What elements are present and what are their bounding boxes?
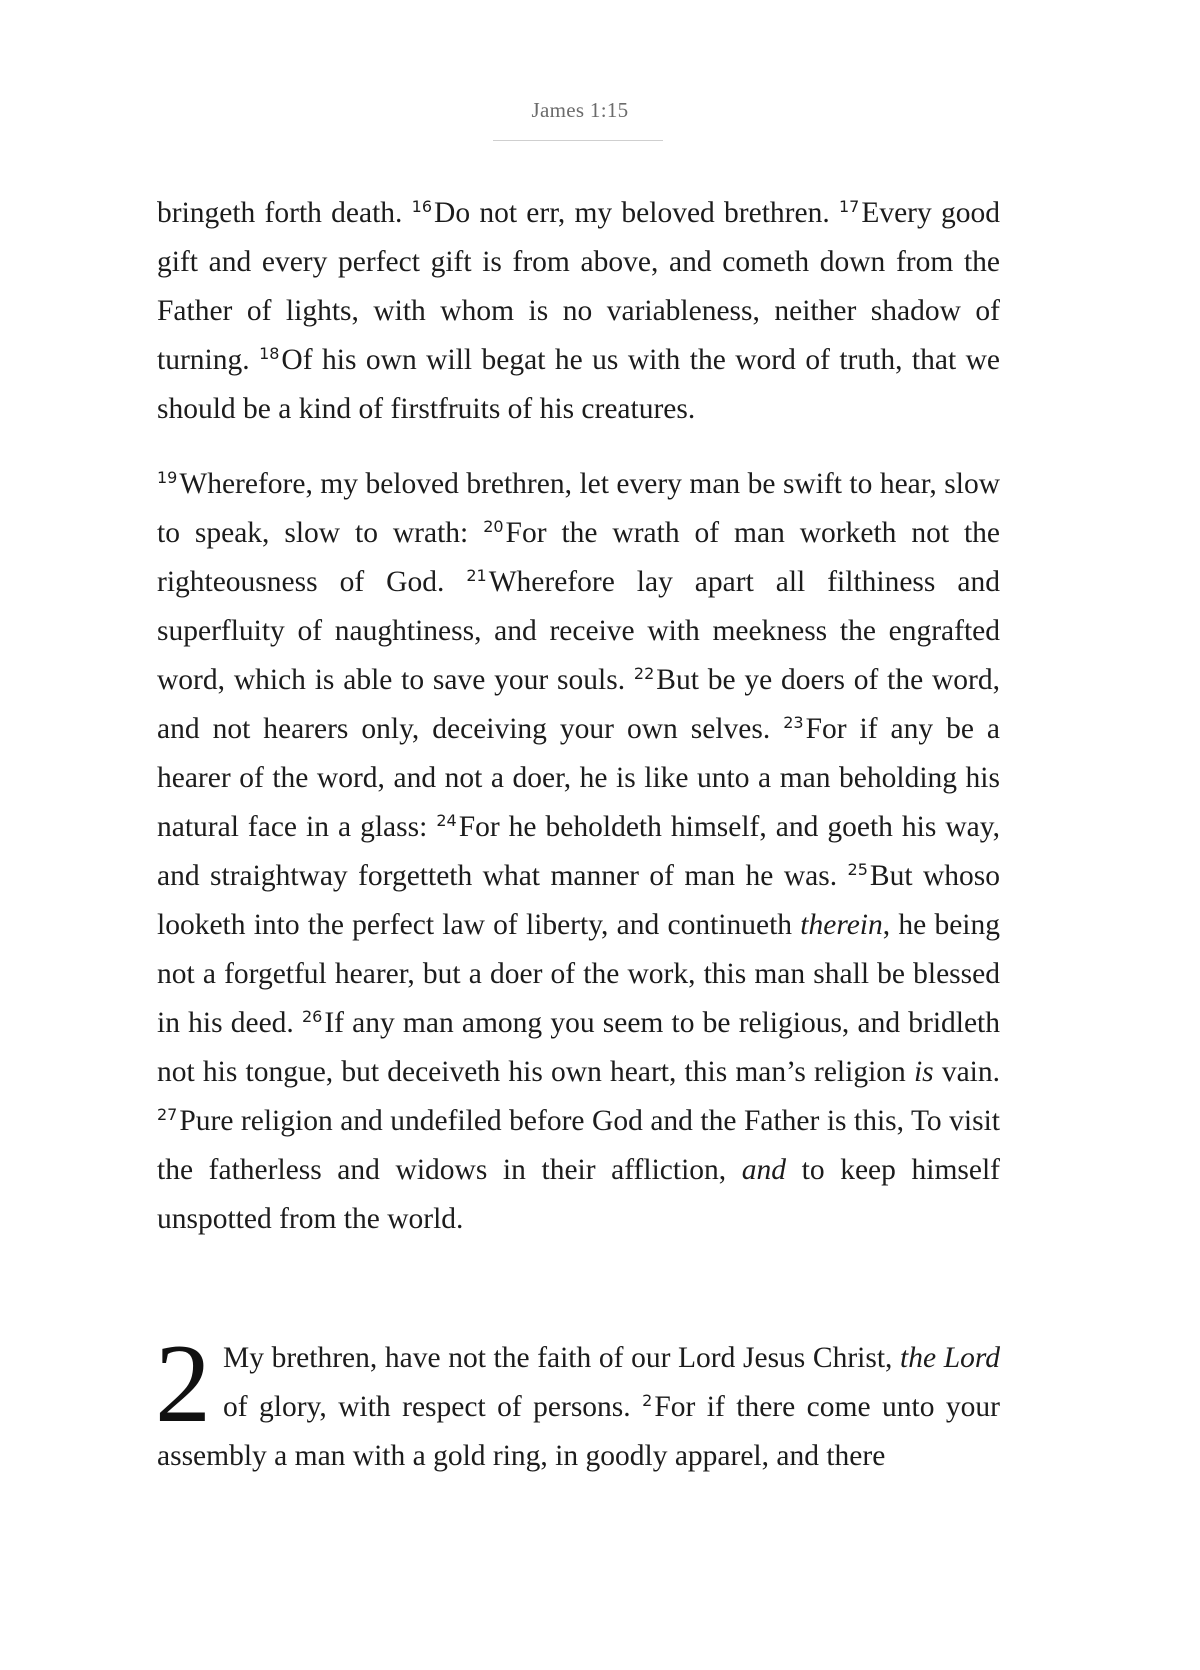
verse-text: But be ye doers of the word, and not hearers only, deceiving your own selves.	[157, 664, 1001, 745]
verse-text: Pure religion and undefiled before God and the Father is this, To visit the fatherless and widows in their affliction,	[157, 1105, 1000, 1186]
verse-number: 27	[157, 1105, 178, 1125]
running-header: James 1:15	[531, 98, 629, 122]
italic-text: is	[913, 1056, 934, 1088]
verse-number: 18	[259, 344, 280, 364]
paragraph-text	[157, 189, 1000, 434]
verse-text: Wherefore lay apart all filthiness and superfluity of naughtiness, and receive with meekness the engrafted word, which is able to save your souls.	[157, 566, 1000, 696]
verse-number: 16	[411, 197, 433, 217]
verse-text: But whoso looketh into the perfect law of liberty, and continueth	[157, 860, 1000, 941]
italic-text: the Lord	[900, 1342, 1000, 1374]
paragraph-2	[157, 460, 1000, 1244]
paragraph-text	[157, 460, 1000, 1244]
verse-text: Of his own will begat he us with the word of truth, that we should be a kind of firstfruits of his creatures.	[157, 344, 1001, 425]
verse-text: bringeth forth death.	[157, 197, 412, 229]
verse-text: For if any be a hearer of the word, and not a doer, he is like unto a man beholding his natural face in a glass:	[157, 713, 1001, 843]
verse-text: For he beholdeth himself, and goeth his way, and straightway forgetteth what manner of man he was.	[157, 811, 1000, 892]
verse-number: 25	[847, 860, 868, 880]
verse-text: If any man among you seem to be religious, and bridleth not his tongue, but deceiveth his own heart, this man’s religion	[157, 1007, 1001, 1088]
verse-number: 26	[301, 1007, 323, 1027]
verse-number: 17	[838, 197, 860, 217]
verse-text: For the wrath of man worketh not the righteousness of God.	[157, 517, 1001, 598]
verse-text: to keep himself unspotted from the world.	[157, 1154, 1000, 1235]
verse-text: My brethren, have not the faith of our Lord Jesus Christ,	[223, 1342, 901, 1374]
verse-number: 24	[436, 811, 457, 831]
verse-text: vain.	[933, 1056, 1000, 1088]
paragraph-text	[155, 1322, 1000, 1481]
verse-number: 21	[466, 566, 487, 586]
verse-text: Wherefore, my beloved brethren, let every man be swift to hear, slow to speak, slow to wrath:	[157, 468, 1000, 549]
verse-number: 20	[483, 517, 504, 537]
verse-number: 22	[633, 664, 655, 684]
verse-text: Every good gift and every perfect gift is from above, and cometh down from the Father of lights, with whom is no variableness, neither shadow of turning.	[157, 197, 1000, 376]
chapter-2-opening	[155, 1322, 1000, 1481]
paragraph-1	[157, 189, 1000, 434]
verse-text: Do not err, my beloved brethren.	[434, 197, 839, 229]
verse-number: 2	[642, 1391, 653, 1411]
verse-text: of glory, with respect of persons.	[223, 1391, 643, 1423]
verse-text: , he being not a forgetful hearer, but a doer of the work, this man shall be blessed in his deed.	[157, 909, 1001, 1039]
verse-text: For if there come unto your assembly a man with a gold ring, in goodly apparel, and there	[157, 1391, 1000, 1472]
verse-number: 23	[783, 713, 804, 733]
chapter-number: 2	[155, 1322, 211, 1446]
verse-number: 19	[157, 468, 178, 488]
italic-text: and	[741, 1154, 787, 1186]
italic-text: therein	[800, 909, 883, 941]
header-divider	[493, 140, 663, 141]
